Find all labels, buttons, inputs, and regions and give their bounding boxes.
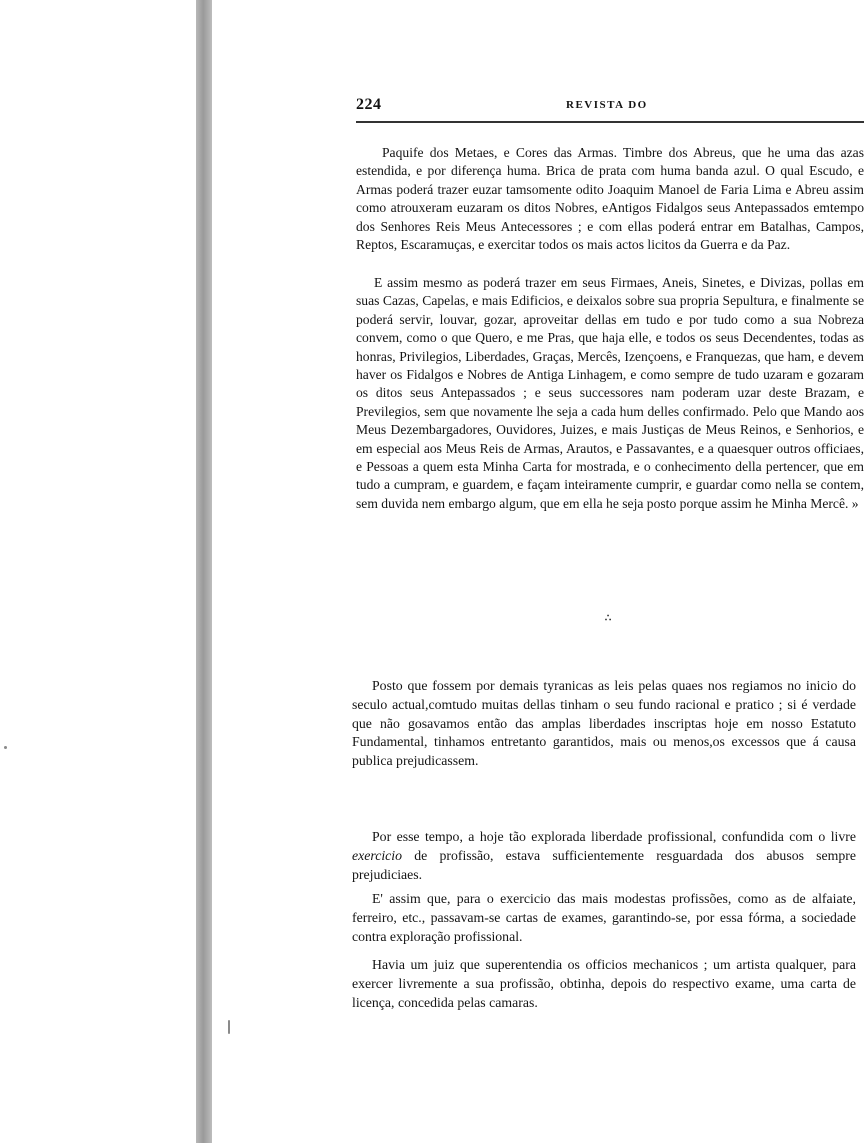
body-paragraph: Havia um juiz que superentendia os officios mechanicos ; um artista qualquer, para exercer livremente a sua profissão, obtinha, depois do respectivo exame, uma carta de licença, concedida pelas camaras. [352,957,856,1010]
scan-speck [4,746,7,749]
page-header [356,96,864,122]
paragraph-text: de profissão, estava sufficientemente resguardada dos abusos sempre prejudiciaes. [352,847,856,882]
body-paragraph [352,828,856,884]
body-paragraph: Posto que fossem por demais tyranicas as leis pelas quaes nos regiamos no inicio do seculo actual,comtudo muitas dellas tinham o seu fundo racional e pratico ; si é verdade que não gosavamos então das amplas liberdades inscriptas hoje em nosso Estatuto Fundamental, tinhamos entretanto garantidos, mais ou menos,os excessos que á causa publica prejudicassem. [352,678,856,769]
body-paragraph: Paquife dos Metaes, e Cores das Armas. Timbre dos Abreus, que he uma das azas estendida, e por diferença huma. Brica de prata com huma banda azul. O qual Escudo, e Armas poderá trazer euzar tamsomente odito Joaquim Manoel de Faria Lima e Abreu assim como atrouxeram euzaram os ditos Nobres, eAntigos Fidalgos seus Antepassados emtempo dos Senhores Reis Meus Antecessores ; e com ellas poderá entrar em Batalhas, Campos, Reptos, Escaramuças, e exercitar todos os mais actos licitos da Guerra e da Paz. [356,145,864,253]
section-ornament: ∴ [604,613,612,624]
page-number: 224 [356,96,382,113]
body-paragraph: E' assim que, para o exercicio das mais modestas profissões, como as de alfaiate, ferreiro, etc., passavam-se cartas de exames, garantindo-se, por essa fórma, a sociedade contra exploração profissional. [352,891,856,944]
body-paragraph: E assim mesmo as poderá trazer em seus Firmaes, Aneis, Sinetes, e Divizas, pollas em suas Cazas, Capelas, e mais Edificios, e deixalos sobre sua propria Sepultura, e finalmente se poderá servir, louvar, gozar, aproveitar dellas em tudo e por tudo como a sua Nobreza convem, como o que Quero, e me Pras, que haja elle, e todos os seus Decendentes, todas as honras, Privilegios, Liberdades, Graças, Mercês, Izençoens, e Franquezas, que ham, e devem haver os Fidalgos e Nobres de Antiga Linhagem, e como sempre de tudo uzaram e gozaram os ditos seus Antepassados ; e seus successores nam poderam uzar deste Brazam, e Previlegios, sem que novamente lhe seja a cada hum delles confirmado. Pelo que Mando aos Meus Dezembargadores, Ouvidores, Juizes, e mais Justiças de Meus Reinos, e Senhorios, e em especial aos Meus Reis de Armas, Arautos, e Passavantes, e a quaesquer outros officiaes, e Pessoas a quem esta Minha Carta for mostrada, e o conhecimento della pertencer, que em tudo a cumpram, e guardem, e façam inteiramente cumprir, e guardar como nella se contem, sem duvida nem embargo algum, que em ella he seja posto porque assim he Minha Mercê. » [356,275,864,511]
scan-speck [228,1020,230,1034]
book-binding-shadow [196,0,212,1143]
italic-word: exercicio [352,847,403,863]
header-rule [356,121,864,123]
running-head: REVISTA DO [566,99,648,111]
paragraph-text: Por esse tempo, a hoje tão explorada liberdade profissional, confundida com o livre [372,829,856,844]
